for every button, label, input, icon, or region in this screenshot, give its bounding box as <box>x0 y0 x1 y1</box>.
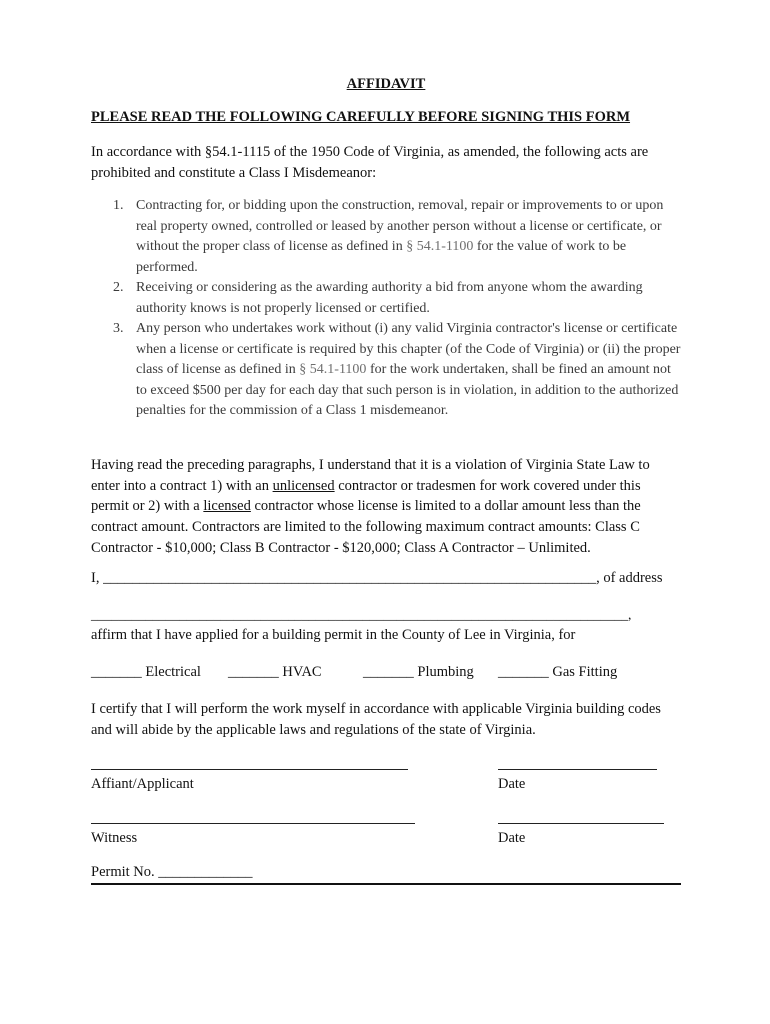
permit-number-field[interactable]: Permit No. _____________ <box>91 864 253 880</box>
list-item-number: 3. <box>113 321 124 336</box>
list-item-text-cont: for the work undertaken, shall be fined an amount not to exceed $500 per day for each day that such person is in violation, in addition to the authorized penalties for the commission of a Class 1 misdemeanor. <box>136 362 679 418</box>
date-line-2[interactable] <box>498 823 664 824</box>
date-label-1: Date <box>498 776 526 792</box>
list-item-text-cont: for the value of work to be performed. <box>136 239 627 275</box>
address-field-line[interactable]: _______________________________________________________________________________, <box>91 607 632 622</box>
intro-paragraph: In accordance with §54.1-1115 of the 1950 Code of Virginia, as amended, the following acts are prohibited and constitute a Class I Misdemeanor: <box>91 144 649 181</box>
name-field-line[interactable]: I, ____________________________________________________________________, of address <box>91 570 663 586</box>
trade-electrical[interactable]: _______ Electrical <box>91 664 201 680</box>
bottom-divider <box>91 883 681 885</box>
list-item-text: Any person who undertakes work without (i) any valid Virginia contractor's license or certificate when a license or certificate is required by this chapter (of the Code of Virginia) or (ii) the proper class of license as defined in <box>136 321 681 377</box>
affiant-label: Affiant/Applicant <box>91 776 194 792</box>
trade-plumbing[interactable]: _______ Plumbing <box>363 664 474 680</box>
affiant-signature-line[interactable] <box>91 769 408 770</box>
list-item-text: Contracting for, or bidding upon the construction, removal, repair or improvements to or upon real property owned, controlled or leased by another person without a license or certificate, or without the proper class of license as defined in <box>136 198 664 254</box>
licensed-term: licensed <box>203 498 251 515</box>
unlicensed-term: unlicensed <box>272 477 335 494</box>
trade-hvac[interactable]: _______ HVAC <box>228 664 322 680</box>
understanding-paragraph <box>91 455 681 559</box>
para-text: contractor or tradesmen for work covered under this permit or 2) with a <box>91 477 641 515</box>
para-text: contractor whose license is limited to a dollar amount less than the contract amount. Contractors are limited to the following maximum contract amounts: Class C Contractor - $10,000; Class B Contractor - $120,000; Class A Contractor – Unlimited. <box>91 498 641 556</box>
code-reference-link[interactable]: § 54.1-1100 <box>406 239 474 254</box>
witness-label: Witness <box>91 830 138 846</box>
list-item <box>91 319 681 422</box>
witness-signature-line[interactable] <box>91 823 415 824</box>
date-line-1[interactable] <box>498 769 657 770</box>
code-reference-link[interactable]: § 54.1-1100 <box>299 362 367 377</box>
list-item <box>91 278 681 319</box>
para-text: Having read the preceding paragraphs, I understand that it is a violation of Virginia State Law to enter into a contract 1) with an <box>91 457 650 494</box>
affirm-statement: affirm that I have applied for a building permit in the County of Lee in Virginia, for <box>91 627 576 643</box>
document-title: AFFIDAVIT <box>346 76 426 92</box>
certify-paragraph: I certify that I will perform the work myself in accordance with applicable Virginia building codes and will abide by the applicable laws and regulations of the state of Virginia. <box>91 701 661 738</box>
list-item-number: 2. <box>113 280 124 295</box>
list-item <box>91 196 681 278</box>
warning-heading: PLEASE READ THE FOLLOWING CAREFULLY BEFORE SIGNING THIS FORM <box>91 109 631 125</box>
prohibited-acts-list <box>91 196 681 422</box>
list-item-number: 1. <box>113 198 124 213</box>
list-item-text: Receiving or considering as the awarding authority a bid from anyone whom the awarding authority knows is not properly licensed or certified. <box>136 280 643 316</box>
trade-gas-fitting[interactable]: _______ Gas Fitting <box>498 664 618 680</box>
date-label-2: Date <box>498 830 526 846</box>
